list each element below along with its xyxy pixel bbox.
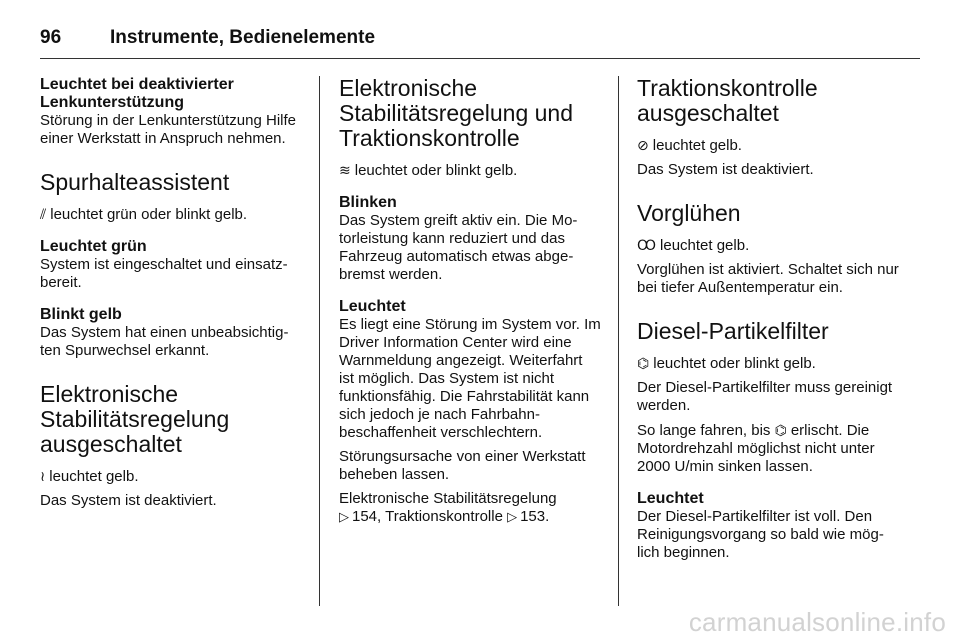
section-text: Störung in der Lenkunterstützung Hilfe einer Werkstatt in Anspruch nehmen. <box>40 112 296 147</box>
indicator-line: ⊘ leuchtet gelb. <box>637 137 742 154</box>
page-number: 96 <box>40 27 62 48</box>
section-heading: Elektronische Stabilitätsregelung ausgeschaltet <box>40 381 230 457</box>
subsection-text: Störungsursache von einer Werkstatt beheben lassen. <box>339 448 586 483</box>
page-header-title: Instrumente, Bedienelemente <box>110 27 376 48</box>
subsection-text: System ist eingeschaltet und einsatzbereit. <box>40 256 288 291</box>
subsection-heading: Leuchtet <box>339 298 406 315</box>
section-text: Das System ist deaktiviert. <box>40 492 217 509</box>
section-heading: Elektronische Stabilitätsregelung und Traktionskontrolle <box>339 75 573 151</box>
section-text: Der Diesel-Partikelfilter muss gereinigt werden. <box>637 379 893 414</box>
reference-link[interactable]: 154, Traktionskontrolle <box>352 508 503 525</box>
indicator-line: ⌬ leuchtet oder blinkt gelb. <box>637 355 816 372</box>
section-text: So lange fahren, bis ⌬ erlischt. Die Motordrehzahl möglichst nicht unter 2000 U/min sinken lassen. <box>637 422 875 475</box>
section-heading: Traktionskontrolle ausgeschaltet <box>637 75 818 126</box>
reference-arrow-icon: ▷ <box>339 509 349 524</box>
cross-reference: Elektronische Stabilitätsregelung ▷ 154, Traktionskontrolle ▷ 153. <box>339 490 557 525</box>
reference-arrow-icon: ▷ <box>507 509 518 524</box>
column-1 <box>40 76 302 516</box>
esc-icon: ≋ <box>339 162 351 178</box>
section-heading: Vorglühen <box>637 200 741 226</box>
subsection-text: Das System hat einen unbeabsichtigten Spurwechsel erkannt. <box>40 324 289 359</box>
indicator-line: ⫽ leuchtet grün oder blinkt gelb. <box>40 206 248 223</box>
subsection-heading: Leuchtet <box>637 490 704 507</box>
particle-filter-icon: ⌬ <box>637 355 650 371</box>
subsection-heading: Blinken <box>339 194 397 211</box>
section-text: Das System ist deaktiviert. <box>637 161 814 178</box>
section-text: Vorglühen ist aktiviert. Schaltet sich nur bei tiefer Außentemperatur ein. <box>637 261 899 296</box>
reference-link[interactable]: 153. <box>520 508 550 525</box>
esc-off-icon: ≀ <box>40 468 46 484</box>
header-rule <box>40 58 920 59</box>
subsection-text: Der Diesel-Partikelfilter ist voll. Den Reinigungsvorgang so bald wie möglich beginnen. <box>637 508 884 561</box>
column-divider <box>618 76 619 606</box>
lane-keep-icon: ⫽ <box>40 206 47 222</box>
column-2 <box>339 76 601 532</box>
subsection-text: Es liegt eine Störung im System vor. Im Driver Information Center wird eine Warnmeldung angezeigt. Weiterfahrt ist möglich. Das System ist nicht funktionsfähig. Die Fahrstabilität kann sich jedoch je nach Fahrbahnbeschaffenheit verschlechtern. <box>339 316 601 441</box>
particle-filter-icon: ⌬ <box>774 422 787 438</box>
indicator-line: Ꝏ leuchtet gelb. <box>637 237 750 254</box>
indicator-line: ≋ leuchtet oder blinkt gelb. <box>339 162 518 179</box>
page-header <box>40 18 920 58</box>
column-3 <box>637 76 899 568</box>
section-heading: Diesel-Partikelfilter <box>637 318 829 344</box>
subsection-text: Das System greift aktiv ein. Die Motorleistung kann reduziert und das Fahrzeug automatisch etwas abgebremst werden. <box>339 212 578 283</box>
glow-plug-icon: Ꝏ <box>637 237 657 253</box>
indicator-line: ≀ leuchtet gelb. <box>40 468 139 485</box>
section-heading: Leuchtet bei deaktivierter Lenkunterstützung <box>40 76 234 111</box>
traction-off-icon: ⊘ <box>637 137 649 153</box>
watermark: carmanualsonline.info <box>688 607 946 637</box>
subsection-heading: Blinkt gelb <box>40 306 122 323</box>
column-divider <box>319 76 320 606</box>
subsection-heading: Leuchtet grün <box>40 238 147 255</box>
section-heading: Spurhalteassistent <box>40 169 230 195</box>
